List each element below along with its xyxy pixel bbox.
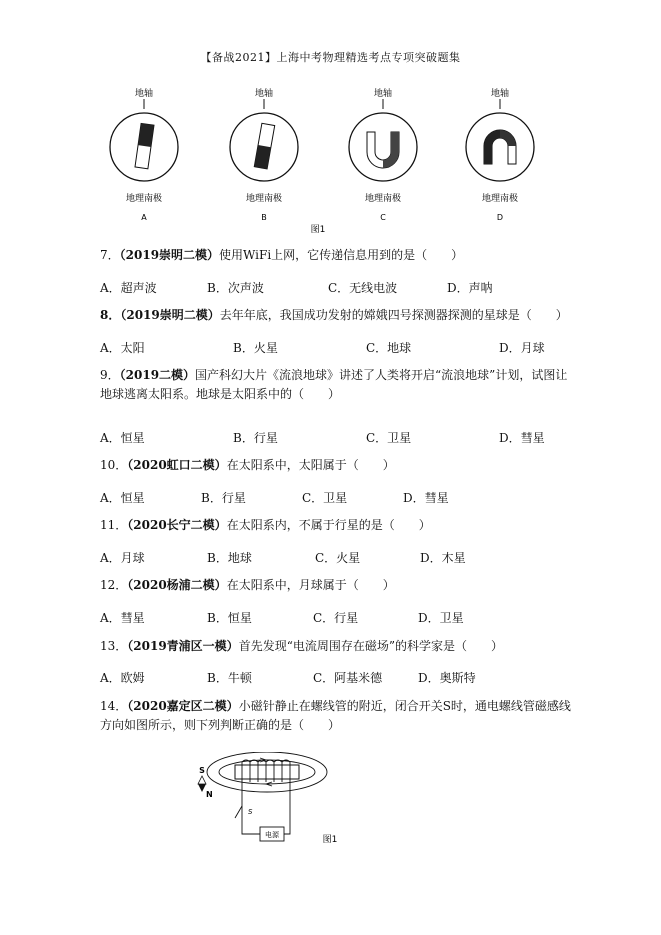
q12-option-c: C．行星 xyxy=(313,611,359,625)
question-9: 9．（2019二模）国产科幻大片《流浪地球》讲述了人类将开启“流浪地球”计划，试图让 地球逃离太阳系。地球是太阳系中的（ ） xyxy=(100,368,568,401)
q10-option-c: C．卫星 xyxy=(302,491,348,505)
figure-compasses xyxy=(100,84,570,234)
q11-option-a: A．月球 xyxy=(100,551,145,565)
q7-option-b: B．次声波 xyxy=(207,281,264,295)
svg-text:N: N xyxy=(206,790,213,799)
svg-text:电源: 电源 xyxy=(265,831,279,839)
q12-option-d: D．卫星 xyxy=(418,611,464,625)
svg-text:S: S xyxy=(199,766,205,775)
q13-option-d: D．奥斯特 xyxy=(418,671,476,685)
q8-option-a: A．太阳 xyxy=(100,341,145,355)
q9-option-a: A．恒星 xyxy=(100,431,145,445)
question-13: 13．（2019青浦区一模）首先发现“电流周围存在磁场”的科学家是（ ） xyxy=(100,639,503,653)
compass-panel-a xyxy=(110,87,178,222)
figure-solenoid xyxy=(190,752,360,852)
q8-option-d: D．月球 xyxy=(499,341,545,355)
page-header: 【备战2021】上海中考物理精选考点专项突破题集 xyxy=(200,51,461,64)
svg-text:A: A xyxy=(141,213,147,222)
q7-option-a: A．超声波 xyxy=(100,281,157,295)
compass-panel-d xyxy=(466,87,534,222)
svg-text:地理南极: 地理南极 xyxy=(364,194,402,204)
question-7: 7．（2019崇明二模）使用WiFi上网，它传递信息用到的是（ ） xyxy=(100,248,464,262)
svg-text:D: D xyxy=(496,213,504,222)
q12-option-b: B．恒星 xyxy=(207,611,252,625)
question-10: 10．（2020虹口二模）在太阳系中，太阳属于（ ） xyxy=(100,458,395,472)
question-8: 8．（2019崇明二模）去年年底，我国成功发射的嫦娥四号探测器探测的星球是（ ） xyxy=(100,308,568,322)
svg-text:地轴: 地轴 xyxy=(373,89,393,99)
compass-panel-c xyxy=(349,87,417,222)
q10-option-b: B．行星 xyxy=(201,491,246,505)
svg-text:地轴: 地轴 xyxy=(134,89,154,99)
svg-text:B: B xyxy=(261,213,267,222)
svg-text:C: C xyxy=(380,213,386,222)
svg-text:地理南极: 地理南极 xyxy=(481,194,519,204)
q7-option-d: D．声呐 xyxy=(447,281,493,295)
q9-option-c: C．卫星 xyxy=(366,431,412,445)
q10-option-d: D．彗星 xyxy=(403,491,449,505)
figure14-caption: 图1 xyxy=(322,835,338,845)
q13-option-b: B．牛顿 xyxy=(207,671,252,685)
q11-option-c: C．火星 xyxy=(315,551,361,565)
q13-option-c: C．阿基米德 xyxy=(313,671,383,685)
question-11: 11．（2020长宁二模）在太阳系内，不属于行星的是（ ） xyxy=(100,518,431,532)
q10-option-a: A．恒星 xyxy=(100,491,145,505)
question-12: 12．（2020杨浦二模）在太阳系中，月球属于（ ） xyxy=(100,578,395,592)
q9-option-b: B．行星 xyxy=(233,431,278,445)
svg-text:地理南极: 地理南极 xyxy=(125,194,163,204)
question-14: 14．（2020嘉定区二模）小磁针静止在螺线管的附近，闭合开关S时，通电螺线管磁感线 方向如图所示，则下列判断正确的是（ ） xyxy=(100,699,571,732)
svg-text:地轴: 地轴 xyxy=(490,89,510,99)
q12-option-a: A．彗星 xyxy=(100,611,145,625)
figure1-caption: 图1 xyxy=(310,225,326,234)
compass-panel-b xyxy=(230,87,298,222)
q8-option-c: C．地球 xyxy=(366,341,412,355)
q13-option-a: A．欧姆 xyxy=(100,671,145,685)
q11-option-d: D．木星 xyxy=(420,551,466,565)
svg-text:地理南极: 地理南极 xyxy=(245,194,283,204)
q8-option-b: B．火星 xyxy=(233,341,278,355)
svg-text:地轴: 地轴 xyxy=(254,89,274,99)
q7-option-c: C．无线电波 xyxy=(328,281,398,295)
q9-option-d: D．彗星 xyxy=(499,431,545,445)
svg-text:S: S xyxy=(248,808,253,816)
q11-option-b: B．地球 xyxy=(207,551,252,565)
